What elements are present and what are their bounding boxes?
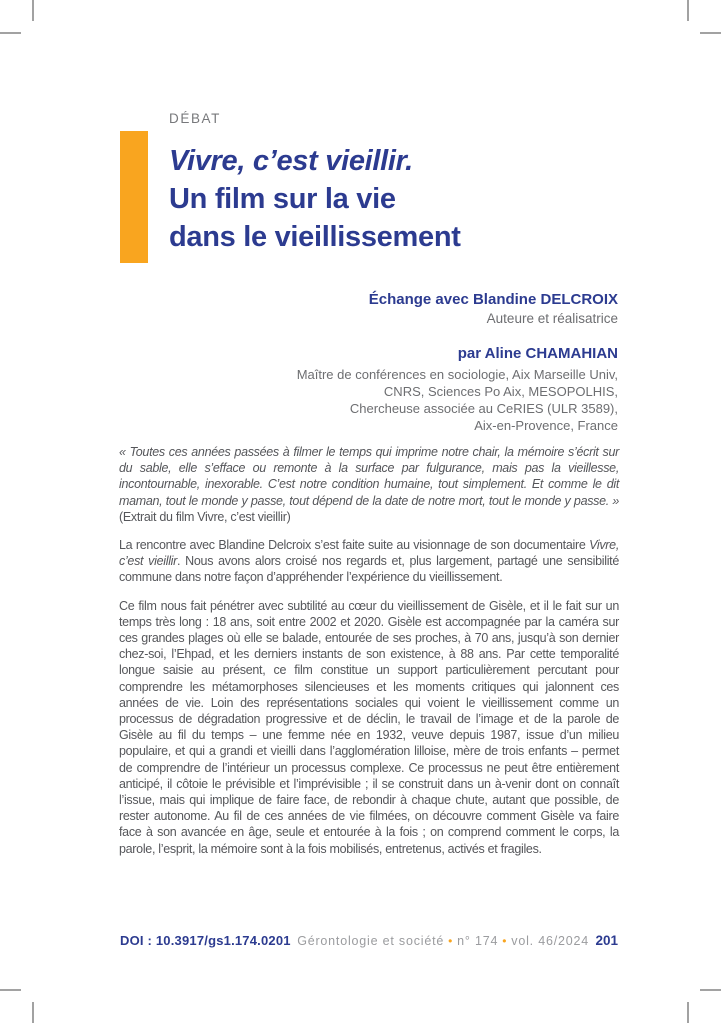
crop-mark-bottom-left-vertical [32, 1002, 34, 1023]
affiliation-line-4: Aix-en-Provence, France [474, 418, 618, 433]
crop-mark-top-left-horizontal [0, 32, 21, 34]
journal-name: Gérontologie et société [297, 934, 445, 948]
epigraph-paragraph [119, 444, 619, 525]
page-footer [120, 933, 618, 948]
paragraph-1-text-start: La rencontre avec Blandine Delcroix s’est faite suite au visionnage de son documentaire [119, 538, 590, 553]
title-accent-bar [120, 131, 148, 263]
page-number: 201 [595, 933, 618, 948]
crop-mark-top-right-vertical [687, 0, 689, 21]
article-title-line3: dans le vieillissement [169, 221, 461, 253]
bullet-separator-icon: • [448, 934, 454, 948]
section-kicker: DÉBAT [169, 111, 222, 126]
exchange-role: Auteure et réalisatrice [486, 311, 618, 326]
affiliation-line-3: Chercheuse associée au CeRIES (ULR 3589), [349, 401, 618, 416]
epigraph-source: (Extrait du film Vivre, c’est vieillir) [119, 509, 291, 524]
crop-mark-top-left-vertical [32, 0, 34, 21]
issue-number: n° 174 [457, 934, 499, 948]
epigraph-quote: « Toutes ces années passées à filmer le temps qui imprime notre chair, la mémoire s’écrit sur du sable, elle s’efface ou remonte à la surface par fulgurance, mais pas la vieillesse, incontournable, inexorable. C’est notre condition humaine, tout simplement. Et comme le dit maman, tout le monde y passe, tout dépend de la date de notre mort, tout le monde y passe. » [119, 445, 619, 508]
body-paragraph-1 [119, 537, 619, 586]
crop-mark-top-right-horizontal [700, 32, 721, 34]
exchange-heading: Échange avec Blandine DELCROIX [368, 291, 618, 308]
volume-number: vol. 46/2024 [511, 934, 589, 948]
journal-reference [297, 934, 589, 948]
paragraph-1-film-title: Vivre, c’est vieillir [119, 538, 619, 569]
author-heading: par Aline CHAMAHIAN [457, 345, 618, 362]
article-title [169, 142, 461, 256]
affiliation-line-1: Maître de conférences en sociologie, Aix Marseille Univ, [296, 367, 618, 382]
paragraph-1-text-end: . Nous avons alors croisé nos regards et, plus largement, partagé une sensibilité commune dans notre façon d’appréhender l’expérience du vieillissement. [119, 554, 619, 585]
article-title-line2: Un film sur la vie [169, 183, 396, 215]
bullet-separator-icon: • [502, 934, 508, 948]
body-paragraph-2: Ce film nous fait pénétrer avec subtilité au cœur du vieillissement de Gisèle, et il le fait sur un temps très long : 18 ans, soit entre 2002 et 2020. Gisèle est accompagnée par la caméra sur ces grandes plages où elle se balade, entourée de ses proches, à 70 ans, jusqu’à son dernier chez-soi, l’Ehpad, et les derniers instants de son existence, à 88 ans. Par cette temporalité longue saisie au présent, ce film constitue un support particulièrement percutant pour comprendre les métamorphoses silencieuses et les moments critiques qui jalonnent ces années de vie. Loin des représentations sociales qui voient le vieillissement comme un processus de dégradation progressive et de déclin, le travail de l’image et de la parole de Gisèle au fil du temps – une femme née en 1932, veuve depuis 1987, issue d’un milieu populaire, et qui a grandi et vieilli dans l’agglomération lilloise, mère de trois enfants – permet de comprendre de l’intérieur un processus complexe. Ce processus ne peut être entièrement anticipé, il côtoie le prévisible et l’imprévisible ; il se construit dans un à-venir dont on connaît l’issue, mais qui implique de faire face, de rebondir à chaque chute, autant que possible, de rester autonome. Au fil de ces années de vie filmées, on découvre comment Gisèle va faire face à son avancée en âge, seule et entourée à la fois ; on comprend comment le corps, la parole, l’esprit, la mémoire sont à la fois mobilisés, entretenus, activés et fragiles. [119, 598, 619, 856]
doi-label: DOI : 10.3917/gs1.174.0201 [120, 933, 291, 948]
crop-mark-bottom-left-horizontal [0, 989, 21, 991]
crop-mark-bottom-right-vertical [687, 1002, 689, 1023]
affiliation-line-2: CNRS, Sciences Po Aix, MESOPOLHIS, [383, 384, 618, 399]
crop-mark-bottom-right-horizontal [700, 989, 721, 991]
article-title-line1: Vivre, c’est vieillir. [169, 145, 413, 177]
article-body [119, 444, 619, 869]
author-block [297, 290, 618, 434]
